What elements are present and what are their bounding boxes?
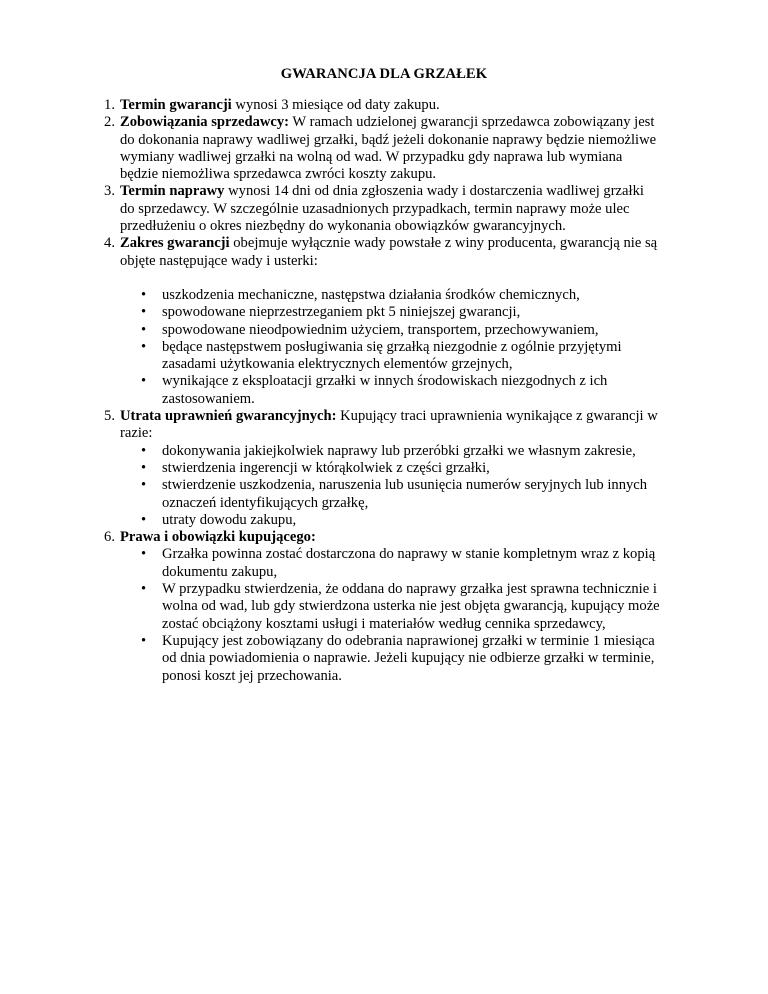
exclusions-list [120,287,660,408]
list-item [120,339,660,374]
bullet-icon: • [141,286,147,303]
list-item [120,633,660,685]
bullet-icon: • [141,338,147,355]
item-heading: Termin gwarancji [120,97,232,113]
item-heading: Zobowiązania sprzedawcy: [120,114,290,131]
list-item [120,546,660,581]
list-item-3 [104,183,660,235]
bullet-text: spowodowane nieprzestrzeganiem pkt 5 niniejszej gwarancji, [162,304,521,321]
list-item-6 [104,529,660,685]
bullet-text: Kupujący jest zobowiązany do odebrania naprawionej grzałki w terminie 1 miesiąca od dnia powiadomienia o naprawie. Jeżeli kupujący nie odbierze grzałki w terminie, ponosi koszt jej przechowania. [162,632,655,684]
list-item [120,373,660,408]
item-number: 6. [104,529,115,546]
item-heading: Utrata uprawnień gwarancyjnych: [120,408,337,425]
item-text: wynosi 3 miesiące od daty zakupu. [231,97,440,113]
bullet-text: będące następstwem posługiwania się grzałką niezgodnie z ogólnie przyjętymi zasadami użytkowania elektrycznych elementów grzejnych, [162,338,622,373]
list-item [120,443,660,460]
list-item-5 [104,408,660,529]
item-number: 1. [104,97,115,113]
bullet-icon: • [141,321,147,338]
bullet-text: spowodowane nieodpowiednim użyciem, transportem, przechowywaniem, [162,321,599,338]
item-number: 2. [104,114,115,131]
bullet-text: stwierdzenia ingerencji w którąkolwiek z części grzałki, [162,459,490,476]
item-text: Kupujący traci uprawnienia wynikające z gwarancji w razie: [120,408,658,442]
item-number: 4. [104,235,115,252]
bullet-text: wynikające z eksploatacji grzałki w innych środowiskach niezgodnych z ich zastosowaniem. [162,373,608,407]
bullet-text: W przypadku stwierdzenia, że oddana do naprawy grzałka jest sprawna technicznie i wolna od wad, lub gdy stwierdzona usterka nie jest objęta gwarancją, kupujący może zostać obciążony kosztami usługi i materiałów według cennika sprzedawcy, [162,581,660,632]
loss-of-rights-list [120,443,660,529]
list-item [120,512,660,529]
list-item [120,322,660,339]
bullet-icon: • [141,459,147,476]
bullet-icon: • [141,304,147,321]
list-item [120,287,660,304]
list-item-1 [104,97,660,114]
item-text: wynosi 14 dni od dnia zgłoszenia wady i dostarczenia wadliwej grzałki do sprzedawcy. W szczególnie uzasadnionych przypadkach, termin naprawy może ulec przedłużeniu o okres niezbędny do wykonania obowiązków gwarancyjnych. [120,183,644,235]
bullet-icon: • [141,581,147,598]
warranty-terms-list [104,97,660,685]
list-item-4 [104,235,660,408]
bullet-icon: • [141,632,147,649]
item-text: W ramach udzielonej gwarancji sprzedawca zobowiązany jest do dokonania naprawy wadliwej grzałki, bądź jeżeli dokonanie naprawy będzie niemożliwe wymiany wadliwej grzałki na wolną od wad. W przypadku gdy naprawa lub wymiana będzie niemożliwa sprzedawca zwróci koszty zakupu. [120,114,657,183]
bullet-text: stwierdzenie uszkodzenia, naruszenia lub usunięcia numerów seryjnych lub innych oznaczeń identyfikujących grzałkę, [162,477,648,511]
item-heading: Zakres gwarancji [120,235,230,252]
bullet-icon: • [141,511,147,528]
bullet-text: Grzałka powinna zostać dostarczona do naprawy w stanie kompletnym wraz z kopią dokumentu zakupu, [162,546,656,580]
bullet-icon: • [141,546,147,563]
list-item [120,477,660,512]
list-item-2 [104,114,660,183]
item-heading: Prawa i obowiązki kupującego: [120,529,316,546]
item-number: 3. [104,183,115,200]
bullet-text: dokonywania jakiejkolwiek naprawy lub przeróbki grzałki we własnym zakresie, [162,442,636,459]
list-item [120,460,660,477]
bullet-icon: • [141,373,147,390]
item-number: 5. [104,408,115,425]
list-item [120,304,660,321]
list-item [120,581,660,633]
bullet-text: uszkodzenia mechaniczne, następstwa działania środków chemicznych, [162,286,580,303]
bullet-icon: • [141,477,147,494]
item-text: obejmuje wyłącznie wady powstałe z winy producenta, gwarancją nie są objęte następujące wady i usterki: [120,235,658,269]
item-heading: Termin naprawy [120,183,225,200]
bullet-text: utraty dowodu zakupu, [162,511,297,528]
buyer-rights-list [120,546,660,684]
document-title: GWARANCJA DLA GRZAŁEK [280,66,488,82]
bullet-icon: • [141,442,147,459]
